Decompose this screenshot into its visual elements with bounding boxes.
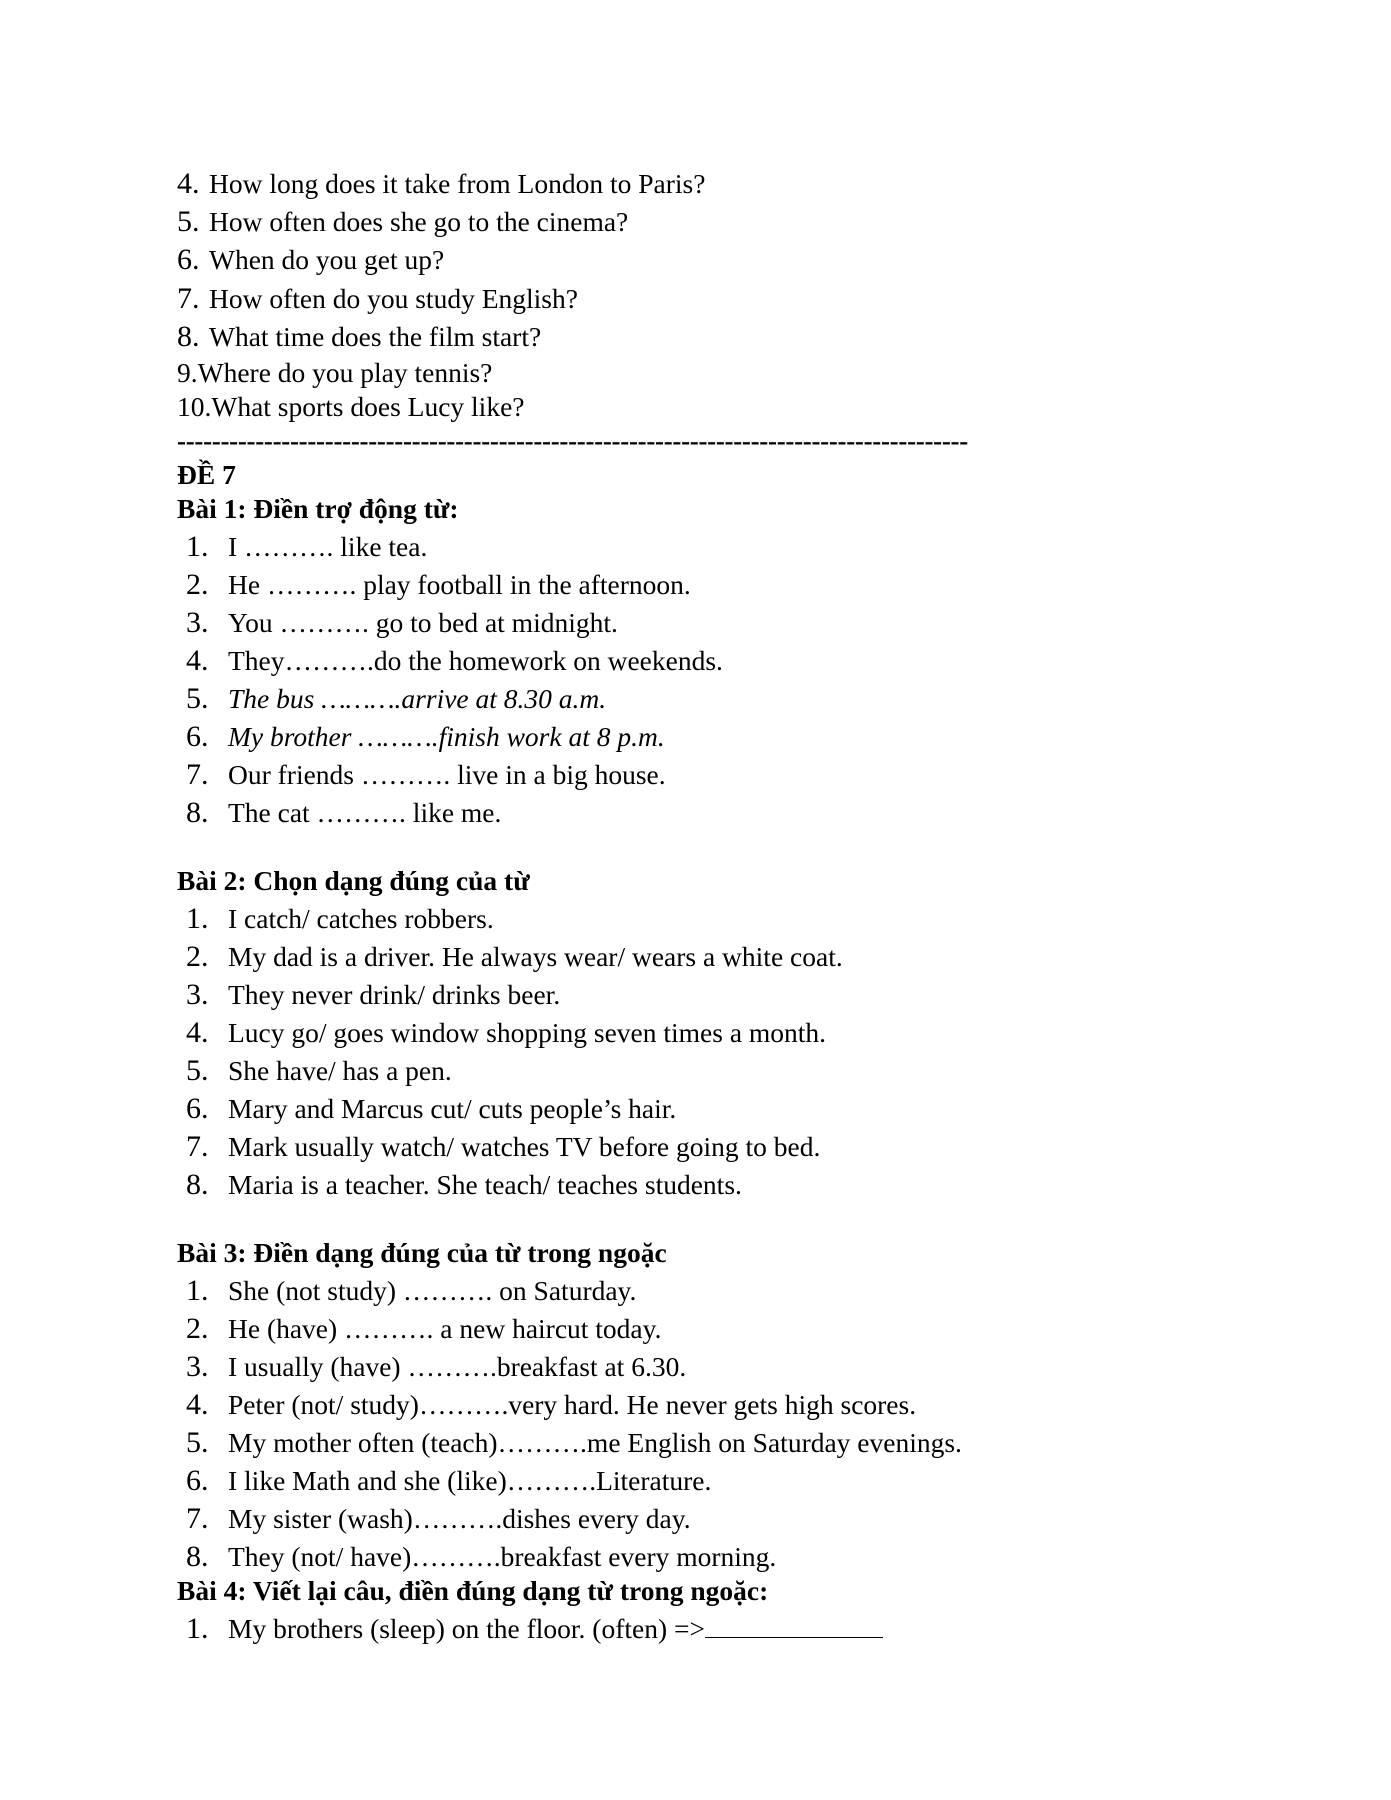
item-number: 5. <box>186 1054 209 1087</box>
item-number: 6. <box>186 1092 209 1125</box>
item-number: 8. <box>186 796 209 829</box>
item-number: 4. <box>186 1388 209 1421</box>
item-number: 1. <box>186 530 209 563</box>
item-number: 1. <box>186 902 209 935</box>
item-number: 2. <box>186 1312 209 1345</box>
item-number: 5. <box>177 205 200 238</box>
item-number: 7. <box>186 1502 209 1535</box>
item-number: 4. <box>186 644 209 677</box>
item-number: 1. <box>186 1612 209 1645</box>
item-number: 4. <box>177 167 200 200</box>
item-text: When do you get up? <box>209 244 445 275</box>
item-number: 4. <box>186 1016 209 1049</box>
list-item: 10.What sports does Lucy like? <box>177 391 525 422</box>
item-text: Peter (not/ study)……….very hard. He never gets high scores. <box>228 1389 917 1420</box>
item-text: Maria is a teacher. She teach/ teaches students. <box>228 1169 742 1200</box>
item-text: Our friends ………. live in a big house. <box>228 759 666 790</box>
item-number: 8. <box>177 320 200 353</box>
separator-line: ------------------------------------------------------------------------------------------- <box>177 426 968 456</box>
item-number: 3. <box>186 978 209 1011</box>
item-number: 6. <box>186 1464 209 1497</box>
item-text: They……….do the homework on weekends. <box>228 645 723 676</box>
item-text: My sister (wash)……….dishes every day. <box>228 1503 691 1534</box>
item-number: 8. <box>186 1540 209 1573</box>
item-text: My brother ……….finish work at 8 p.m. <box>228 721 665 752</box>
item-text: You ………. go to bed at midnight. <box>228 607 618 638</box>
answer-blank[interactable] <box>705 1613 883 1638</box>
item-text: The bus ……….arrive at 8.30 a.m. <box>228 683 607 714</box>
list-item: 9.Where do you play tennis? <box>177 357 493 388</box>
item-number: 3. <box>186 1350 209 1383</box>
item-number: 7. <box>177 282 200 315</box>
item-text: I like Math and she (like)……….Literature. <box>228 1465 712 1496</box>
exam-title: ĐỀ 7 <box>177 459 236 490</box>
section-heading: Bài 4: Viết lại câu, điền đúng dạng từ trong ngoặc: <box>177 1575 769 1606</box>
item-text: He ………. play football in the afternoon. <box>228 569 691 600</box>
item-number: 8. <box>186 1168 209 1201</box>
item-text: My mother often (teach)……….me English on Saturday evenings. <box>228 1427 962 1458</box>
item-text: My dad is a driver. He always wear/ wears a white coat. <box>228 941 843 972</box>
item-text: I ………. like tea. <box>228 531 428 562</box>
item-number: 3. <box>186 606 209 639</box>
item-text: Mark usually watch/ watches TV before going to bed. <box>228 1131 821 1162</box>
item-text: I catch/ catches robbers. <box>228 903 494 934</box>
section-heading: Bài 1: Điền trợ động từ: <box>177 493 459 524</box>
section-heading: Bài 3: Điền dạng đúng của từ trong ngoặc <box>177 1237 667 1268</box>
item-text: They never drink/ drinks beer. <box>228 979 561 1010</box>
item-number: 2. <box>186 940 209 973</box>
item-text: My brothers (sleep) on the floor. (often) => <box>228 1613 706 1644</box>
item-text: He (have) ………. a new haircut today. <box>228 1313 662 1344</box>
item-text: She (not study) ………. on Saturday. <box>228 1275 637 1306</box>
item-number: 7. <box>186 1130 209 1163</box>
item-text: She have/ has a pen. <box>228 1055 452 1086</box>
item-number: 7. <box>186 758 209 791</box>
item-text: I usually (have) ……….breakfast at 6.30. <box>228 1351 687 1382</box>
item-number: 5. <box>186 1426 209 1459</box>
item-text: What time does the film start? <box>209 321 542 352</box>
item-text: They (not/ have)……….breakfast every morning. <box>228 1541 777 1572</box>
item-number: 6. <box>186 720 209 753</box>
item-number: 5. <box>186 682 209 715</box>
item-text-wrapper <box>228 1612 883 1646</box>
item-text: Lucy go/ goes window shopping seven times a month. <box>228 1017 827 1048</box>
item-text: How often does she go to the cinema? <box>209 206 629 237</box>
item-text: The cat ………. like me. <box>228 797 502 828</box>
item-number: 6. <box>177 243 200 276</box>
item-text: How long does it take from London to Paris? <box>209 168 706 199</box>
section-heading: Bài 2: Chọn dạng đúng của từ <box>177 865 530 896</box>
item-number: 1. <box>186 1274 209 1307</box>
item-text: Mary and Marcus cut/ cuts people’s hair. <box>228 1093 677 1124</box>
item-text: How often do you study English? <box>209 283 578 314</box>
item-number: 2. <box>186 568 209 601</box>
